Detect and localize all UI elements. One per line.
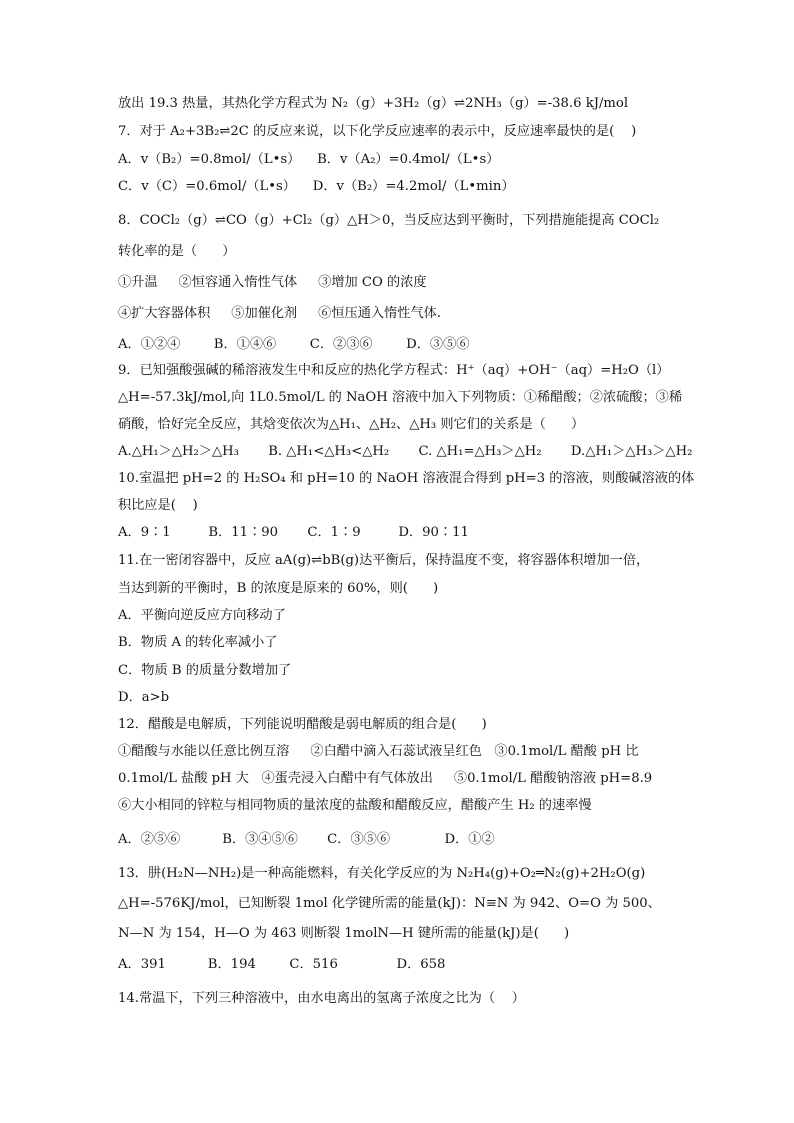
question-11: 11.在一密闭容器中，反应 aA(g)⇌bB(g)达平衡后，保持温度不变，将容器体积增加一倍， [118, 553, 650, 568]
q12-choices-3: ⑥大小相同的锌粒与相同物质的量浓度的盐酸和醋酸反应，醋酸产生 H₂ 的速率慢 [118, 798, 592, 813]
q8-choices-2: ④扩大容器体积 ⑤加催化剂 ⑥恒压通入惰性气体. [118, 306, 442, 321]
q11-option-a: A．平衡向逆反应方向移动了 [118, 608, 286, 623]
question-13-cont-1: △H=-576KJ/mol，已知断裂 1mol 化学键所需的能量(kJ)：N≡N 为 942、O=O 为 500、 [118, 896, 661, 911]
question-13: 13．肼(H₂N—NH₂)是一种高能燃料，有关化学反应的为 N₂H₄(g)+O₂═N₂(g)+2H₂O(g) [118, 866, 646, 881]
question-14: 14.常温下，下列三种溶液中，由水电离出的氢离子浓度之比为（ ） [118, 991, 525, 1006]
question-7: 7．对于 A₂+3B₂⇌2C 的反应来说，以下化学反应速率的表示中，反应速率最快的是( ) [118, 124, 637, 139]
q12-options: A．②⑤⑥ B．③④⑤⑥ C．③⑤⑥ D．①② [118, 832, 495, 847]
q11-option-b: B．物质 A 的转化率减小了 [118, 635, 278, 650]
question-9: 9．已知强酸强碱的稀溶液发生中和反应的热化学方程式：H⁺（aq）+OH⁻（aq）=H₂O（l） [118, 363, 670, 378]
q8-options: A．①②④ B．①④⑥ C．②③⑥ D．③⑤⑥ [118, 337, 470, 352]
question-8: 8．COCl₂（g）⇌CO（g）+Cl₂（g）△H＞0，当反应达到平衡时，下列措施能提高 COCl₂ [118, 213, 660, 228]
q9-options: A.△H₁＞△H₂＞△H₃ B. △H₁<△H₃<△H₂ C. △H₁=△H₃＞△H₂ D.△H₁＞△H₃＞△H₂ [118, 444, 693, 459]
question-9-cont-1: △H=-57.3kJ/mol,向 1L0.5mol/L 的 NaOH 溶液中加入下列物质：①稀醋酸；②浓硫酸；③稀 [118, 390, 683, 405]
question-10: 10.室温把 pH=2 的 H₂SO₄ 和 pH=10 的 NaOH 溶液混合得到 pH=3 的溶液，则酸碱溶液的体 [118, 471, 695, 486]
question-13-cont-2: N—N 为 154，H—O 为 463 则断裂 1molN—H 键所需的能量(kJ)是( ) [118, 926, 570, 941]
question-12: 12．醋酸是电解质，下列能说明醋酸是弱电解质的组合是( ) [118, 717, 487, 732]
q7-options-cd: C．v（C）=0.6mol/（L•s） D．v（B₂）=4.2mol/（L•min） [118, 179, 515, 194]
q11-option-d: D．a>b [118, 690, 170, 705]
q13-options: A．391 B．194 C．516 D．658 [118, 957, 446, 972]
q8-choices-1: ①升温 ②恒容通入惰性气体 ③增加 CO 的浓度 [118, 275, 427, 290]
question-9-cont-2: 硝酸，恰好完全反应，其焓变依次为△H₁、△H₂、△H₃ 则它们的关系是（ ） [118, 417, 585, 432]
question-8-cont: 转化率的是（ ） [118, 244, 236, 259]
question-10-cont: 积比应是( ) [118, 498, 198, 513]
q12-choices-1: ①醋酸与水能以任意比例互溶 ②白醋中滴入石蕊试液呈红色 ③0.1mol/L 醋酸 pH 比 [118, 744, 639, 759]
question-11-cont: 当达到新的平衡时，B 的浓度是原来的 60%，则( ) [118, 581, 439, 596]
q11-option-c: C．物质 B 的质量分数增加了 [118, 663, 292, 678]
q12-choices-2: 0.1mol/L 盐酸 pH 大 ④蛋壳浸入白醋中有气体放出 ⑤0.1mol/L 醋酸钠溶液 pH=8.9 [118, 771, 653, 786]
q10-options: A．9∶1 B．11∶90 C．1∶9 D．90∶11 [118, 525, 469, 540]
line-1: 放出 19.3 热量，其热化学方程式为 N₂（g）+3H₂（g）⇌2NH₃（g）=-38.6 kJ/mol [118, 96, 629, 111]
q7-options-ab: A．v（B₂）=0.8mol/（L•s） B．v（A₂）=0.4mol/（L•s） [118, 152, 500, 167]
